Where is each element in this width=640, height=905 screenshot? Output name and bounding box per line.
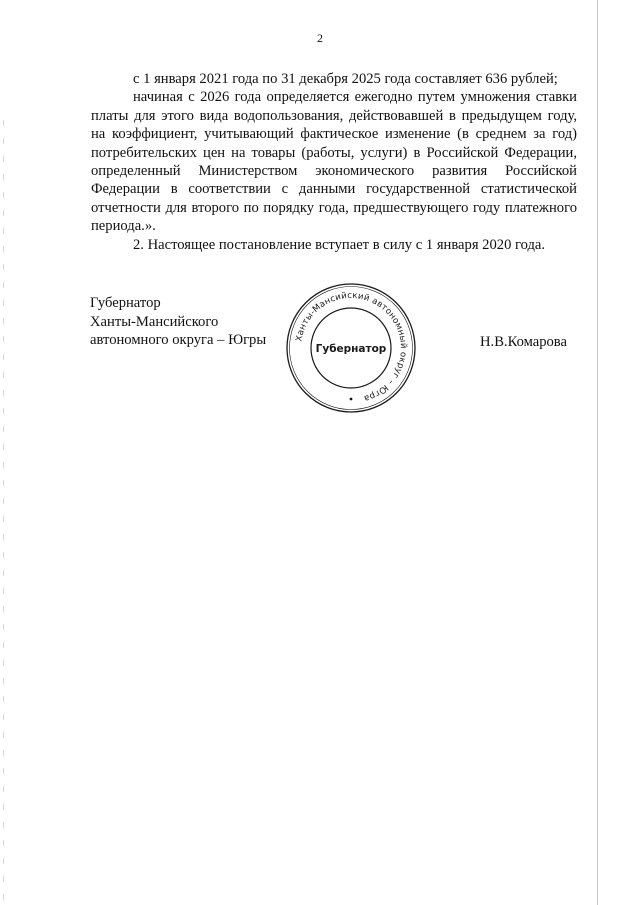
page-edge-right <box>597 0 598 905</box>
signer-title-line: Ханты-Мансийского <box>90 313 219 330</box>
seal-center-text: Губернатор <box>315 343 387 355</box>
paragraph-entry-into-force: 2. Настоящее постановление вступает в силу с 1 января 2020 года. <box>133 236 546 253</box>
signer-name: Н.В.Комарова <box>480 334 567 350</box>
page-number: 2 <box>317 31 323 45</box>
signer-title-line: автономного округа – Югры <box>90 332 267 349</box>
paragraph-rate-from-2026: начиная с 2026 года определяется ежегодно путем умножения ставки платы для этого вида водопользования, действовавшей в предыдущем году, на коэффициент, учитывающий фактическое изменение (в среднем за год) потребительских цен на товары (работы, услуги) в Российской Федерации, определенный Министерством экономического развития Российской Федерации в соответствии с данными государственной статистической отчетности для второго по порядку года, предшествующего году платежного периода.». <box>91 89 577 235</box>
scan-edge-left <box>3 120 4 900</box>
signer-title-line: Губернатор <box>90 295 161 311</box>
paragraph-rate-2021-2025: с 1 января 2021 года по 31 декабря 2025 года составляет 636 рублей; <box>133 71 558 87</box>
seal-ring-text: Ханты-Мансийский автономный округ – Югра <box>294 290 409 404</box>
signer-title <box>90 294 266 350</box>
official-seal <box>281 278 421 418</box>
document-body <box>91 70 577 254</box>
seal-bottom-dot <box>350 398 353 401</box>
